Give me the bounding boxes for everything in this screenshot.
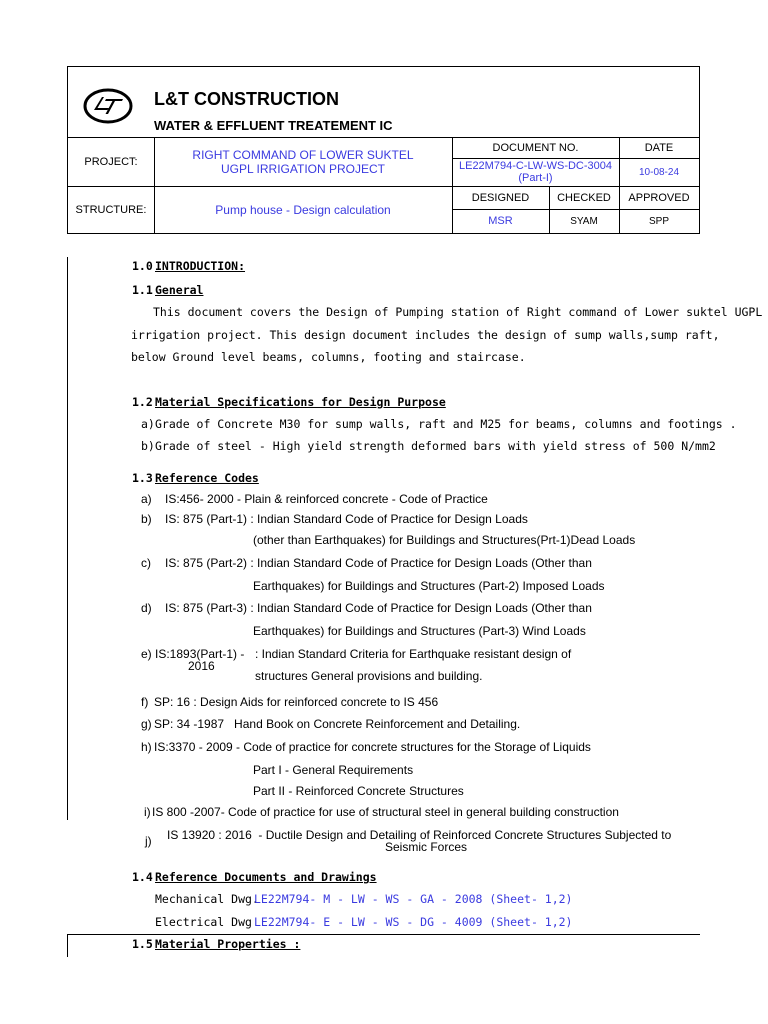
- page-divider: [67, 934, 700, 935]
- ref-e-marker: e): [141, 647, 152, 661]
- ref-e-text-1: : Indian Standard Criteria for Earthquake resistant design of: [255, 647, 572, 661]
- section-1-0-title: INTRODUCTION:: [155, 259, 246, 273]
- ref-b-text-1: IS: 875 (Part-1) : Indian Standard Code of Practice for Design Loads: [165, 512, 528, 526]
- approved-label: APPROVED: [628, 191, 690, 204]
- ref-b-text-2: (other than Earthquakes) for Buildings and Structures(Prt-1)Dead Loads: [253, 533, 636, 547]
- checked-label: CHECKED: [557, 191, 611, 204]
- spec-b-marker: b): [141, 439, 155, 453]
- spec-a-marker: a): [141, 417, 155, 431]
- ref-j-text-2: Seismic Forces: [385, 840, 468, 854]
- ref-c-text-2: Earthquakes) for Buildings and Structures (Part-2) Imposed Loads: [253, 579, 605, 593]
- date-value: 10-08-24: [638, 166, 680, 178]
- section-1-1-number: 1.1: [132, 283, 153, 297]
- ref-j-marker: j): [145, 834, 152, 848]
- ref-i-text: IS 800 -2007- Code of practice for use of structural steel in general building construction: [152, 805, 619, 819]
- section-1-4-number: 1.4: [132, 870, 153, 884]
- ref-i-marker: i): [144, 805, 151, 819]
- ref-h-text-2: Part I - General Requirements: [253, 763, 414, 777]
- ref-b-marker: b): [141, 512, 152, 526]
- structure-name: Pump house - Design calculation: [215, 202, 391, 217]
- ref-j-text-1: IS 13920 : 2016 - Ductile Design and Detailing of Reinforced Concrete Structures Subjected to: [167, 828, 672, 842]
- division-name: WATER & EFFLUENT TREATEMENT IC: [154, 118, 393, 133]
- ref-d-text-1: IS: 875 (Part-3) : Indian Standard Code of Practice for Design Loads (Other than: [165, 601, 592, 615]
- section-1-2-title: Material Specifications for Design Purpose: [155, 395, 446, 409]
- mechanical-dwg-label: Mechanical Dwg.: [155, 892, 259, 906]
- left-margin-line-lower: [67, 935, 68, 957]
- section-1-1-title: General: [155, 283, 204, 297]
- ref-h-text-3: Part II - Reinforced Concrete Structures: [253, 784, 464, 798]
- ref-d-marker: d): [141, 601, 152, 615]
- left-margin-line: [67, 257, 68, 820]
- ref-c-marker: c): [141, 556, 151, 570]
- structure-label: STRUCTURE:: [75, 203, 147, 216]
- document-no-value: LE22M794-C-LW-WS-DC-3004 (Part-I): [458, 160, 613, 184]
- section-1-4-title: Reference Documents and Drawings: [155, 870, 377, 884]
- ref-g-text: SP: 34 -1987 Hand Book on Concrete Reinforcement and Detailing.: [154, 717, 521, 731]
- section-1-5-number: 1.5: [132, 937, 153, 951]
- electrical-dwg-label: Electrical Dwg: [155, 915, 252, 929]
- project-label: PROJECT:: [84, 155, 138, 168]
- general-para-line-2: irrigation project. This design document includes the design of sump walls,sump raft,: [131, 328, 720, 342]
- designed-label: DESIGNED: [471, 191, 530, 204]
- ref-a-text: IS:456- 2000 - Plain & reinforced concrete - Code of Practice: [165, 492, 488, 506]
- ref-g-marker: g): [141, 717, 152, 731]
- company-name: L&T CONSTRUCTION: [154, 89, 339, 109]
- section-1-3-title: Reference Codes: [155, 471, 259, 485]
- ref-e-text-2: structures General provisions and building.: [255, 669, 483, 683]
- ref-h-marker: h): [141, 740, 152, 754]
- section-1-2-number: 1.2: [132, 395, 153, 409]
- ref-f-text: SP: 16 : Design Aids for reinforced concrete to IS 456: [154, 695, 439, 709]
- ref-e-year: 2016: [188, 659, 215, 673]
- electrical-dwg-number[interactable]: LE22M794- E - LW - WS - DG - 4009 (Sheet- 1,2): [254, 915, 573, 929]
- lt-logo: [82, 86, 134, 126]
- general-para-line-1: This document covers the Design of Pumping station of Right command of Lower suktel UGPL: [153, 305, 763, 319]
- spec-b-text: Grade of steel - High yield strength deformed bars with yield stress of 500 N/mm2: [155, 439, 716, 453]
- section-1-5-title: Material Properties :: [155, 937, 301, 951]
- ref-c-text-1: IS: 875 (Part-2) : Indian Standard Code of Practice for Design Loads (Other than: [165, 556, 592, 570]
- checked-value: SYAM: [570, 215, 598, 227]
- ref-d-text-2: Earthquakes) for Buildings and Structures (Part-3) Wind Loads: [253, 624, 586, 638]
- ref-f-marker: f): [141, 695, 149, 709]
- ref-h-text-1: IS:3370 - 2009 - Code of practice for concrete structures for the Storage of Liquids: [154, 740, 591, 754]
- general-para-line-3: below Ground level beams, columns, footing and staircase.: [131, 350, 526, 364]
- approved-value: SPP: [648, 215, 669, 227]
- document-no-label: DOCUMENT NO.: [492, 141, 579, 154]
- project-name: RIGHT COMMAND OF LOWER SUKTEL UGPL IRRIGATION PROJECT: [192, 147, 414, 176]
- ref-a-marker: a): [141, 492, 152, 506]
- date-label: DATE: [644, 141, 674, 154]
- designed-value: MSR: [488, 215, 513, 227]
- section-1-3-number: 1.3: [132, 471, 153, 485]
- mechanical-dwg-number[interactable]: LE22M794- M - LW - WS - GA - 2008 (Sheet- 1,2): [254, 892, 573, 906]
- ref-e-code: IS:1893(Part-1) -: [155, 647, 245, 661]
- section-1-0-number: 1.0: [132, 259, 153, 273]
- spec-a-text: Grade of Concrete M30 for sump walls, raft and M25 for beams, columns and footings .: [155, 417, 737, 431]
